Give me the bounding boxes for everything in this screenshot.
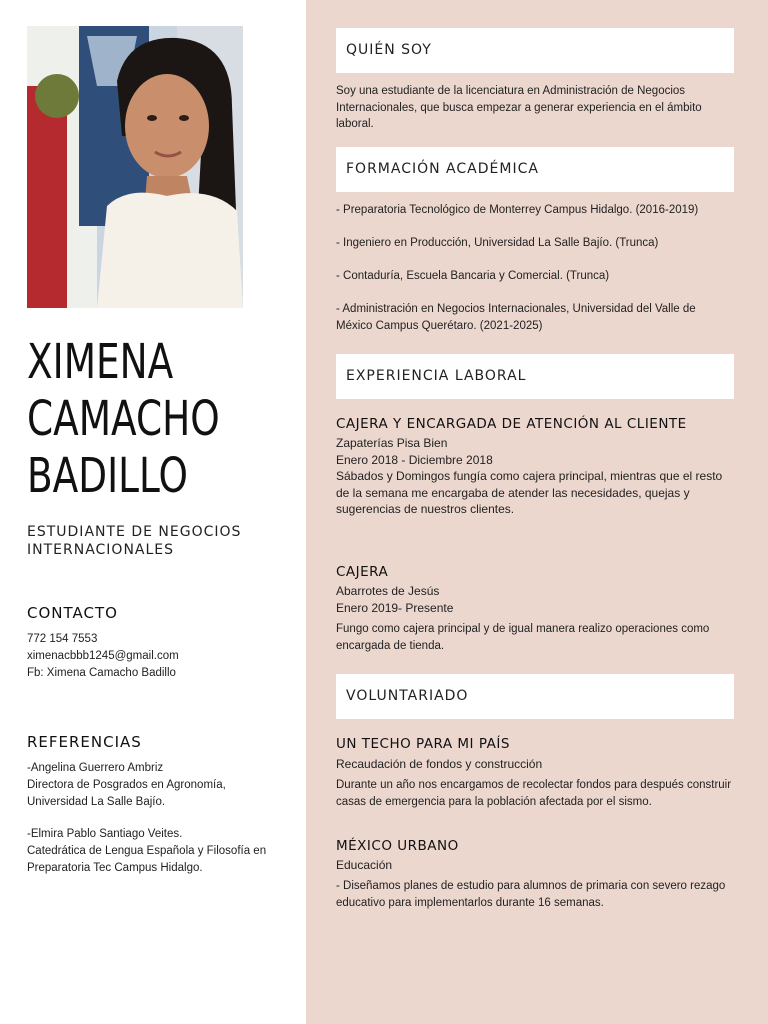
name-line-2: CAMACHO: [27, 391, 220, 447]
contact-email: ximenacbbb1245@gmail.com: [27, 650, 179, 662]
profile-photo: [27, 26, 243, 308]
job-2-title: CAJERA: [336, 564, 389, 580]
name-line-1: XIMENA: [27, 334, 174, 390]
contact-heading: CONTACTO: [27, 604, 118, 622]
education-item-4: - Administración en Negocios Internacionales, Universidad del Valle de México Campus Querétaro. (2021-2025): [336, 303, 696, 332]
reference-2-line-3: Preparatoria Tec Campus Hidalgo.: [27, 862, 203, 874]
job-2-period: Enero 2019- Presente: [336, 601, 454, 615]
subtitle-line-2: INTERNACIONALES: [27, 542, 175, 558]
reference-1-line-3: Universidad La Salle Bajío.: [27, 796, 166, 808]
experience-heading: EXPERIENCIA LABORAL: [336, 354, 734, 399]
about-heading: QUIÉN SOY: [336, 28, 734, 73]
volunteer-1-description: Durante un año nos encargamos de recolectar fondos para después construir casas de emergencia para la población afectada por el sismo.: [336, 779, 732, 808]
education-item-2: - Ingeniero en Producción, Universidad La Salle Bajío. (Trunca): [336, 237, 659, 249]
job-1-description: Sábados y Domingos fungía como cajera principal, mientras que el resto de la semana me encargaba de atender las necesidades, quejas y sugerencias de nuestros clientes.: [336, 469, 723, 516]
job-2-description: Fungo como cajera principal y de igual manera realizo operaciones como encargada de tienda.: [336, 623, 710, 652]
reference-1-line-1: -Angelina Guerrero Ambriz: [27, 762, 164, 774]
contact-list: [27, 631, 292, 682]
reference-1-line-2: Directora de Posgrados en Agronomía,: [27, 779, 226, 791]
education-item-1: - Preparatoria Tecnológico de Monterrey Campus Hidalgo. (2016-2019): [336, 204, 699, 216]
job-2-company: Abarrotes de Jesús: [336, 584, 440, 598]
references-heading: REFERENCIAS: [27, 733, 142, 751]
job-1-title: CAJERA Y ENCARGADA DE ATENCIÓN AL CLIENTE: [336, 416, 687, 432]
reference-2-line-1: -Elmira Pablo Santiago Veites.: [27, 828, 183, 840]
person-name: [27, 334, 238, 505]
volunteer-1-area: Recaudación de fondos y construcción: [336, 757, 543, 771]
job-subtitle: [27, 523, 297, 559]
subtitle-line-1: ESTUDIANTE DE NEGOCIOS: [27, 524, 242, 540]
volunteer-2-area: Educación: [336, 858, 393, 872]
reference-1: [27, 760, 292, 811]
contact-phone: 772 154 7553: [27, 633, 98, 645]
job-1-company: Zapaterías Pisa Bien: [336, 436, 448, 450]
reference-2-line-2: Catedrática de Lengua Española y Filosofía en: [27, 845, 267, 857]
education-heading: FORMACIÓN ACADÉMICA: [336, 147, 734, 192]
about-text: Soy una estudiante de la licenciatura en Administración de Negocios Internacionales, que busca empezar a generar experiencia en el ámbito laboral.: [336, 85, 702, 130]
name-line-3: BADILLO: [27, 448, 189, 504]
reference-2: [27, 826, 292, 877]
job-1-period: Enero 2018 - Diciembre 2018: [336, 453, 493, 467]
volunteering-heading: VOLUNTARIADO: [336, 674, 734, 719]
volunteer-2-description: - Diseñamos planes de estudio para alumnos de primaria con severo rezago educativo para implementarlos durante 16 semanas.: [336, 880, 726, 909]
education-item-3: - Contaduría, Escuela Bancaria y Comercial. (Trunca): [336, 270, 610, 282]
volunteer-1-title: UN TECHO PARA MI PAÍS: [336, 736, 510, 752]
contact-facebook: Fb: Ximena Camacho Badillo: [27, 667, 176, 679]
volunteer-2-title: MÉXICO URBANO: [336, 838, 459, 854]
